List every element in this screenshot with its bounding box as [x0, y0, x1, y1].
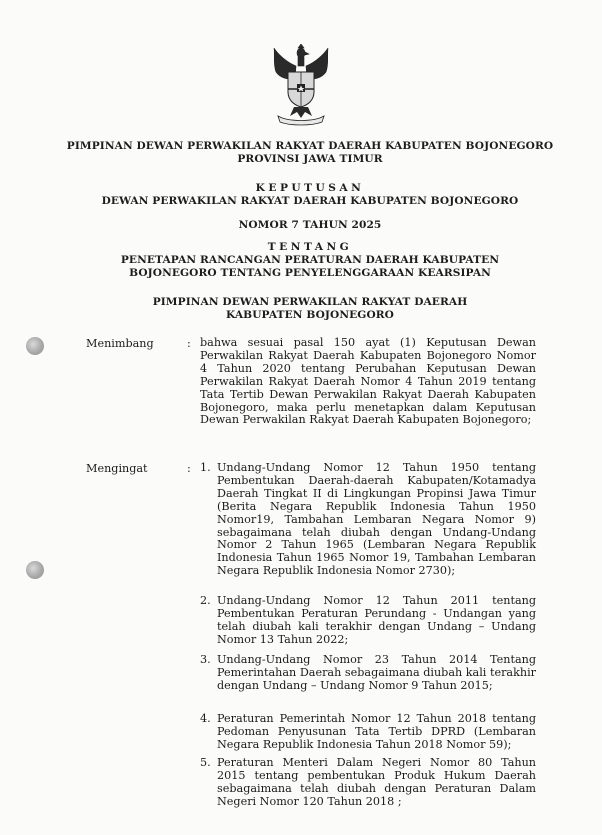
list-item-text: Undang-Undang Nomor 23 Tahun 2014 Tentang Pemerintahan Daerah sebagaimana diubah kali terakhir dengan Undang – Undang Nomor 9 Tahun 2015;	[217, 653, 536, 692]
mengingat-colon: :	[187, 462, 191, 475]
signer-line-1: PIMPINAN DEWAN PERWAKILAN RAKYAT DAERAH	[152, 296, 468, 308]
list-item-text: Peraturan Menteri Dalam Negeri Nomor 80 Tahun 2015 tentang pembentukan Produk Hukum Daerah sebagaimana telah diubah dengan Peraturan Dalam Negeri Nomor 120 Tahun 2018 ;	[217, 756, 536, 808]
list-item-number: 1.	[200, 461, 211, 474]
decree-number: NOMOR 7 TAHUN 2025	[238, 219, 382, 231]
list-item-number: 4.	[200, 712, 211, 725]
list-item-text: Peraturan Pemerintah Nomor 12 Tahun 2018 tentang Pedoman Penyusunan Tata Tertib DPRD (Lembaran Negara Republik Indonesia Tahun 2018 Nomor 59);	[217, 712, 536, 751]
list-item-text: Undang-Undang Nomor 12 Tahun 2011 tentang Pembentukan Peraturan Perundang - Undangan yang telah diubah kali terakhir dengan Undang – Undang Nomor 13 Tahun 2022;	[217, 594, 536, 646]
list-item	[200, 595, 536, 647]
council-title: DEWAN PERWAKILAN RAKYAT DAERAH KABUPATEN BOJONEGORO	[101, 195, 519, 207]
menimbang-text: bahwa sesuai pasal 150 ayat (1) Keputusan Dewan Perwakilan Rakyat Daerah Kabupaten Bojonegoro Nomor 4 Tahun 2020 tentang Perubahan Keputusan Dewan Perwakilan Rakyat Daerah Nomor 4 Tahun 2019 tentang Tata Tertib Dewan Perwakilan Rakyat Daerah Kabupaten Bojonegoro, maka perlu menetapkan dalam Keputusan Dewan Perwakilan Rakyat Daerah Kabupaten Bojonegoro;	[200, 336, 536, 427]
list-item	[200, 654, 536, 693]
menimbang-colon: :	[187, 337, 191, 350]
institution-title: PIMPINAN DEWAN PERWAKILAN RAKYAT DAERAH KABUPATEN BOJONEGORO	[66, 140, 554, 152]
list-item-text: Undang-Undang Nomor 12 Tahun 1950 tentang Pembentukan Daerah-daerah Kabupaten/Kotamadya Daerah Tingkat II di Lingkungan Propinsi Jawa Timur (Berita Negara Republik Indonesia Tahun 1950 Nomor19, Tambahan Lembaran Negara Nomor 9) sebagaimana telah diubah dengan Undang-Undang Nomor 2 Tahun 1965 (Lembaran Negara Republik Indonesia Tahun 1965 Nomor 19, Tambahan Lembaran Negara Republik Indonesia Nomor 2730);	[217, 461, 536, 578]
garuda-emblem-icon	[268, 44, 334, 126]
list-item	[200, 713, 536, 752]
list-item-number: 2.	[200, 594, 211, 607]
subject-line-1: PENETAPAN RANCANGAN PERATURAN DAERAH KABUPATEN	[120, 254, 500, 266]
punch-hole-icon	[26, 561, 44, 579]
signer-line-2: KABUPATEN BOJONEGORO	[225, 309, 395, 321]
province-title: PROVINSI JAWA TIMUR	[237, 153, 383, 165]
about-heading: TENTANG	[267, 241, 353, 253]
subject-line-2: BOJONEGORO TENTANG PENYELENGGARAAN KEARSIPAN	[129, 267, 491, 279]
list-item	[200, 462, 536, 578]
decree-heading: KEPUTUSAN	[255, 182, 365, 194]
menimbang-label: Menimbang	[86, 337, 154, 350]
list-item-number: 5.	[200, 756, 211, 769]
list-item-number: 3.	[200, 653, 211, 666]
punch-hole-icon	[26, 337, 44, 355]
list-item	[200, 757, 536, 809]
mengingat-label: Mengingat	[86, 462, 148, 475]
